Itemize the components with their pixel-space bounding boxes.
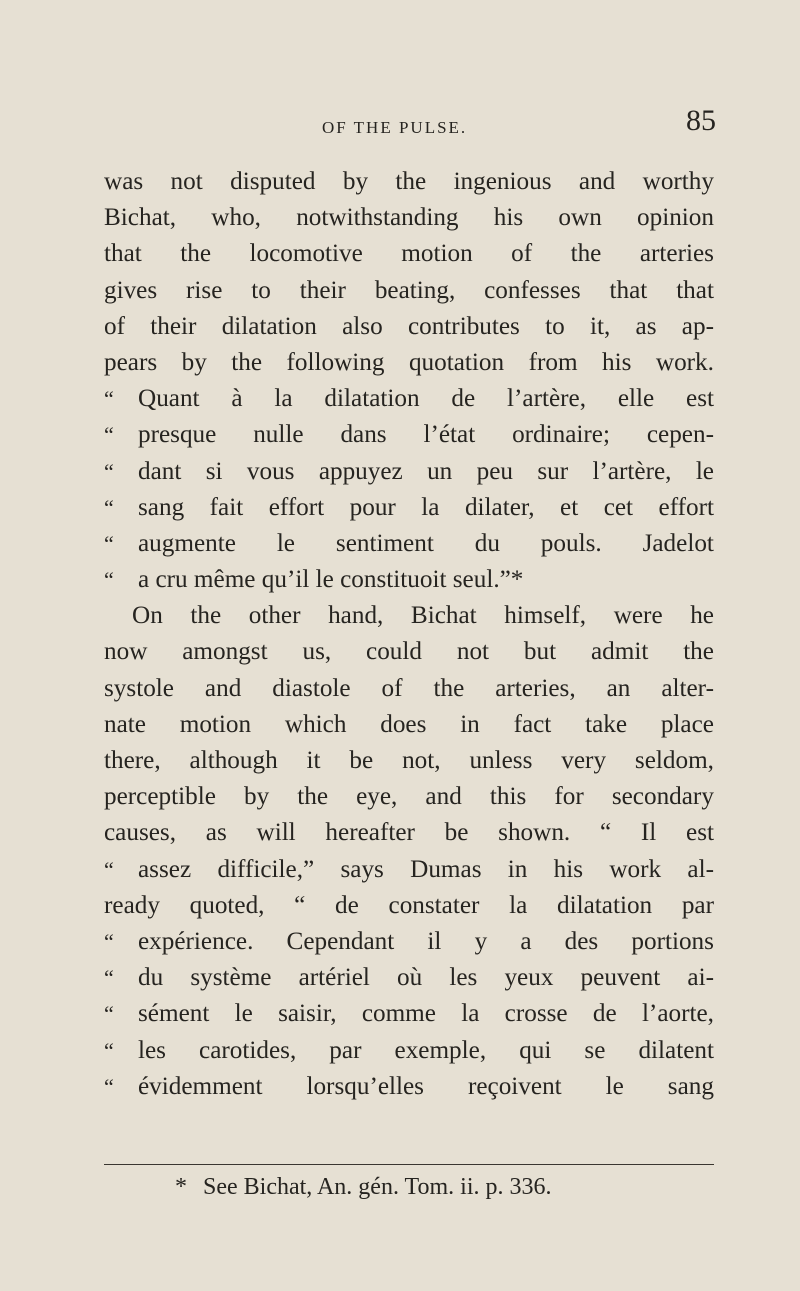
text-line xyxy=(104,200,714,236)
quote-mark: “ xyxy=(104,458,114,484)
quote-mark: “ xyxy=(104,530,114,556)
text-line xyxy=(104,598,714,634)
line-text: évidemment lorsqu’elles reçoivent le sang xyxy=(138,1072,714,1100)
text-line xyxy=(104,960,714,996)
line-text: was not disputed by the ingenious and worthy xyxy=(104,168,714,195)
page-header xyxy=(0,104,800,144)
text-line xyxy=(104,707,714,743)
text-line xyxy=(104,454,714,490)
line-text: perceptible by the eye, and this for secondary xyxy=(104,783,714,811)
quote-mark: “ xyxy=(104,422,114,448)
quote-mark: “ xyxy=(104,928,114,954)
line-text: presque nulle dans l’état ordinaire; cepen- xyxy=(138,421,714,449)
footnote-rule xyxy=(104,1164,714,1165)
quote-mark: “ xyxy=(104,567,114,593)
footnote xyxy=(175,1174,552,1201)
text-line xyxy=(104,996,714,1032)
running-title: OF THE PULSE. xyxy=(322,118,468,137)
line-text: causes, as will hereafter be shown. “ Il est xyxy=(104,819,714,847)
quote-mark: “ xyxy=(104,1001,114,1027)
line-text: dant si vous appuyez un peu sur l’artère, le xyxy=(138,457,714,485)
quote-mark: “ xyxy=(104,494,114,520)
line-text: nate motion which does in fact take place xyxy=(104,710,714,738)
footnote-mark: * xyxy=(175,1174,187,1200)
line-text: du système artériel où les yeux peuvent ai- xyxy=(138,964,714,992)
text-line xyxy=(104,1069,714,1105)
text-line xyxy=(104,273,714,309)
line-text: that the locomotive motion of the arteries xyxy=(104,240,714,268)
text-line xyxy=(104,924,714,960)
text-line xyxy=(104,309,714,345)
quote-mark: “ xyxy=(104,1073,114,1099)
body-text xyxy=(104,164,714,1105)
line-text: gives rise to their beating, confesses that that xyxy=(104,276,714,304)
text-line xyxy=(104,417,714,453)
line-text: now amongst us, could not but admit the xyxy=(104,638,714,666)
text-line xyxy=(104,743,714,779)
line-text: sang fait effort pour la dilater, et cet effort xyxy=(138,493,714,521)
line-text: Bichat, who, notwithstanding his own opinion xyxy=(104,204,714,232)
line-text: ready quoted, “ de constater la dilatation par xyxy=(104,891,714,919)
text-line xyxy=(104,779,714,815)
line-text: assez difficile,” says Dumas in his work al- xyxy=(138,855,714,883)
line-text: of their dilatation also contributes to it, as ap- xyxy=(104,312,714,340)
text-line xyxy=(104,815,714,851)
text-line xyxy=(104,490,714,526)
line-text: pears by the following quotation from his work. xyxy=(104,348,714,376)
text-line xyxy=(104,236,714,272)
text-line xyxy=(104,671,714,707)
line-text: a cru même qu’il le constituoit seul.”* xyxy=(138,566,524,594)
quote-mark: “ xyxy=(104,1037,114,1063)
text-line xyxy=(104,345,714,381)
quote-mark: “ xyxy=(104,965,114,991)
line-text: there, although it be not, unless very seldom, xyxy=(104,747,714,774)
line-text: les carotides, par exemple, qui se dilatent xyxy=(138,1036,714,1064)
line-text: Quant à la dilatation de l’artère, elle est xyxy=(138,385,714,413)
line-text: augmente le sentiment du pouls. Jadelot xyxy=(138,529,714,557)
text-line xyxy=(104,888,714,924)
quote-mark: “ xyxy=(104,856,114,882)
text-line xyxy=(104,634,714,670)
footnote-text: See Bichat, An. gén. Tom. ii. p. 336. xyxy=(203,1174,552,1200)
text-line xyxy=(104,164,714,200)
text-line xyxy=(104,562,714,598)
text-line xyxy=(104,852,714,888)
line-text: On the other hand, Bichat himself, were he xyxy=(132,602,714,630)
quote-mark: “ xyxy=(104,386,114,412)
text-line xyxy=(104,381,714,417)
line-text: sément le saisir, comme la crosse de l’aorte, xyxy=(138,1000,714,1028)
text-line xyxy=(104,1033,714,1069)
line-text: systole and diastole of the arteries, an alter- xyxy=(104,674,714,702)
page-number: 85 xyxy=(686,104,716,137)
text-line xyxy=(104,526,714,562)
line-text: expérience. Cependant il y a des portions xyxy=(138,927,714,955)
